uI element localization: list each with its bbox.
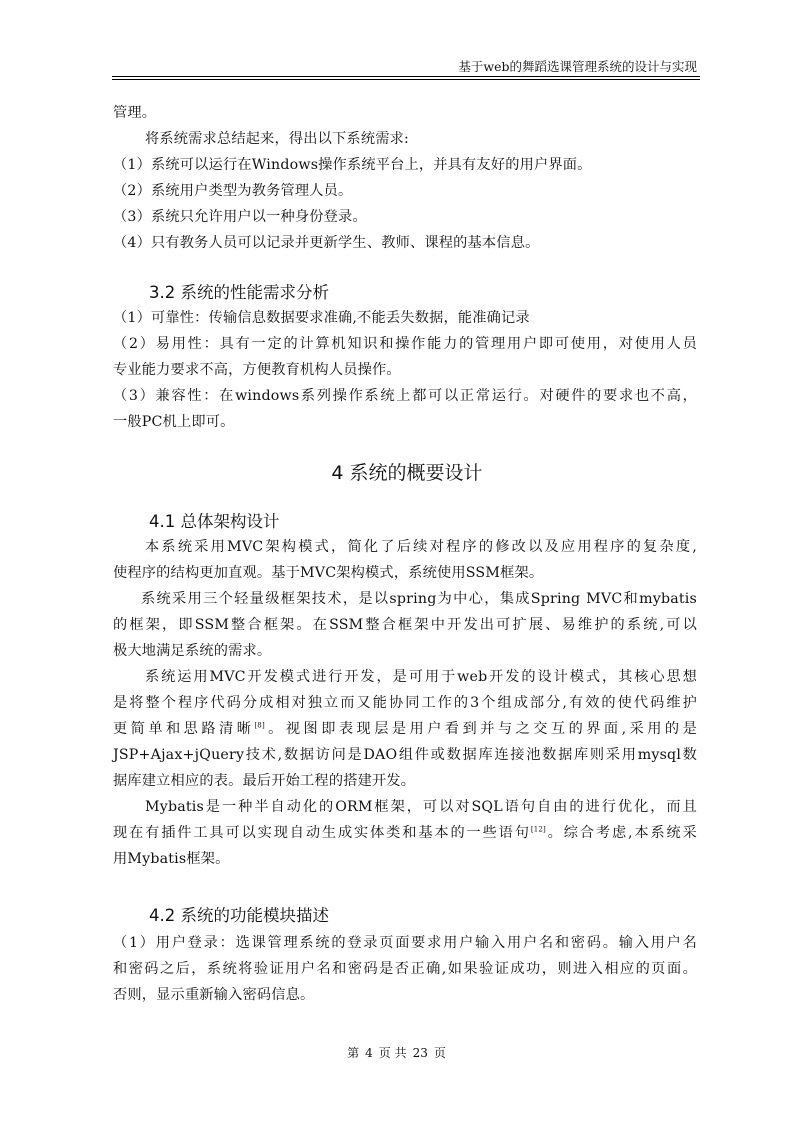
text-line: （1）系统可以运行在Windows操作系统平台上，并具有友好的用户界面。 [113, 157, 592, 173]
text-line: 和密码之后，系统将验证用户名和密码是否正确,如果验证成功，则进入相应的页面。 [113, 961, 697, 977]
text-line: （1）用户登录：选课管理系统的登录页面要求用户输入用户名和密码。输入用户名 [113, 935, 697, 951]
page-number: 4 [365, 1046, 373, 1060]
text-line: （1）可靠性：传输信息数据要求准确,不能丢失数据，能准确记录 [113, 310, 530, 326]
header-title: 基于web的舞蹈选课管理系统的设计与实现 [458, 59, 697, 74]
text-line-with-citation [113, 718, 697, 738]
text-line: JSP+Ajax+jQuery技术,数据访问是DAO组件或数据库连接池数据库则采用mysql数 [113, 747, 697, 763]
text-line: 一般PC机上即可。 [113, 414, 235, 430]
section-heading-4-2: 4.2 系统的功能模块描述 [149, 906, 329, 925]
text-line-with-citation [113, 822, 697, 842]
text-span: 更简单和思路清晰 [113, 721, 255, 737]
text-line: 系统采用三个轻量级框架技术，是以spring为中心，集成Spring MVC和mybatis [141, 591, 697, 607]
citation-ref: [8] [254, 721, 265, 730]
footer-text: 页 [433, 1046, 446, 1060]
text-line: 系统运用MVC开发模式进行开发，是可用于web开发的设计模式，其核心思想 [145, 669, 697, 685]
text-line: 专业能力要求不高，方便教育机构人员操作。 [113, 362, 401, 378]
text-line: 据库建立相应的表。最后开始工程的搭建开发。 [113, 773, 416, 789]
text-line: （2）易用性：具有一定的计算机知识和操作能力的管理用户即可使用，对使用人员 [113, 336, 697, 352]
text-line: 将系统需求总结起来，得出以下系统需求: [145, 131, 409, 147]
page-footer [0, 1044, 793, 1061]
footer-text: 第 [347, 1046, 360, 1060]
text-line: 是将整个程序代码分成相对独立而又能协同工作的3个组成部分,有效的使代码维护 [113, 695, 697, 711]
text-line: 否则，显示重新输入密码信息。 [113, 987, 315, 1003]
header-double-rule [112, 76, 700, 80]
section-heading-3-2: 3.2 系统的性能需求分析 [149, 283, 329, 302]
text-span: 。综合考虑,本系统采 [545, 825, 698, 841]
text-line: 本系统采用MVC架构模式，简化了后续对程序的修改以及应用程序的复杂度, [145, 539, 697, 555]
chapter-heading-4: 4 系统的概要设计 [331, 462, 483, 484]
text-line: 管理。 [113, 105, 157, 121]
text-line: 用Mybatis框架。 [113, 851, 230, 867]
page-total: 23 [412, 1046, 428, 1060]
text-line: （3）系统只允许用户以一种身份登录。 [113, 209, 367, 225]
text-line: （2）系统用户类型为教务管理人员。 [113, 183, 353, 199]
text-line: Mybatis是一种半自动化的ORM框架，可以对SQL语句自由的进行优化，而且 [145, 799, 697, 815]
citation-ref: [12] [530, 825, 546, 834]
text-line: 使程序的结构更加直观。基于MVC架构模式，系统使用SSM框架。 [113, 565, 544, 581]
footer-text: 页 共 [378, 1046, 407, 1060]
text-span: 。视图即表现层是用户看到并与之交互的界面,采用的是 [264, 721, 697, 737]
text-line: 的框架，即SSM整合框架。在SSM整合框架中开发出可扩展、易维护的系统,可以 [113, 617, 697, 633]
text-line: 极大地满足系统的需求。 [113, 643, 272, 659]
text-line: （4）只有教务人员可以记录并更新学生、教师、课程的基本信息。 [113, 235, 540, 251]
text-line: （3）兼容性：在windows系列操作系统上都可以正常运行。对硬件的要求也不高， [113, 388, 697, 404]
text-span: 现在有插件工具可以实现自动生成实体类和基本的一些语句 [113, 825, 531, 841]
section-heading-4-1: 4.1 总体架构设计 [149, 512, 280, 531]
